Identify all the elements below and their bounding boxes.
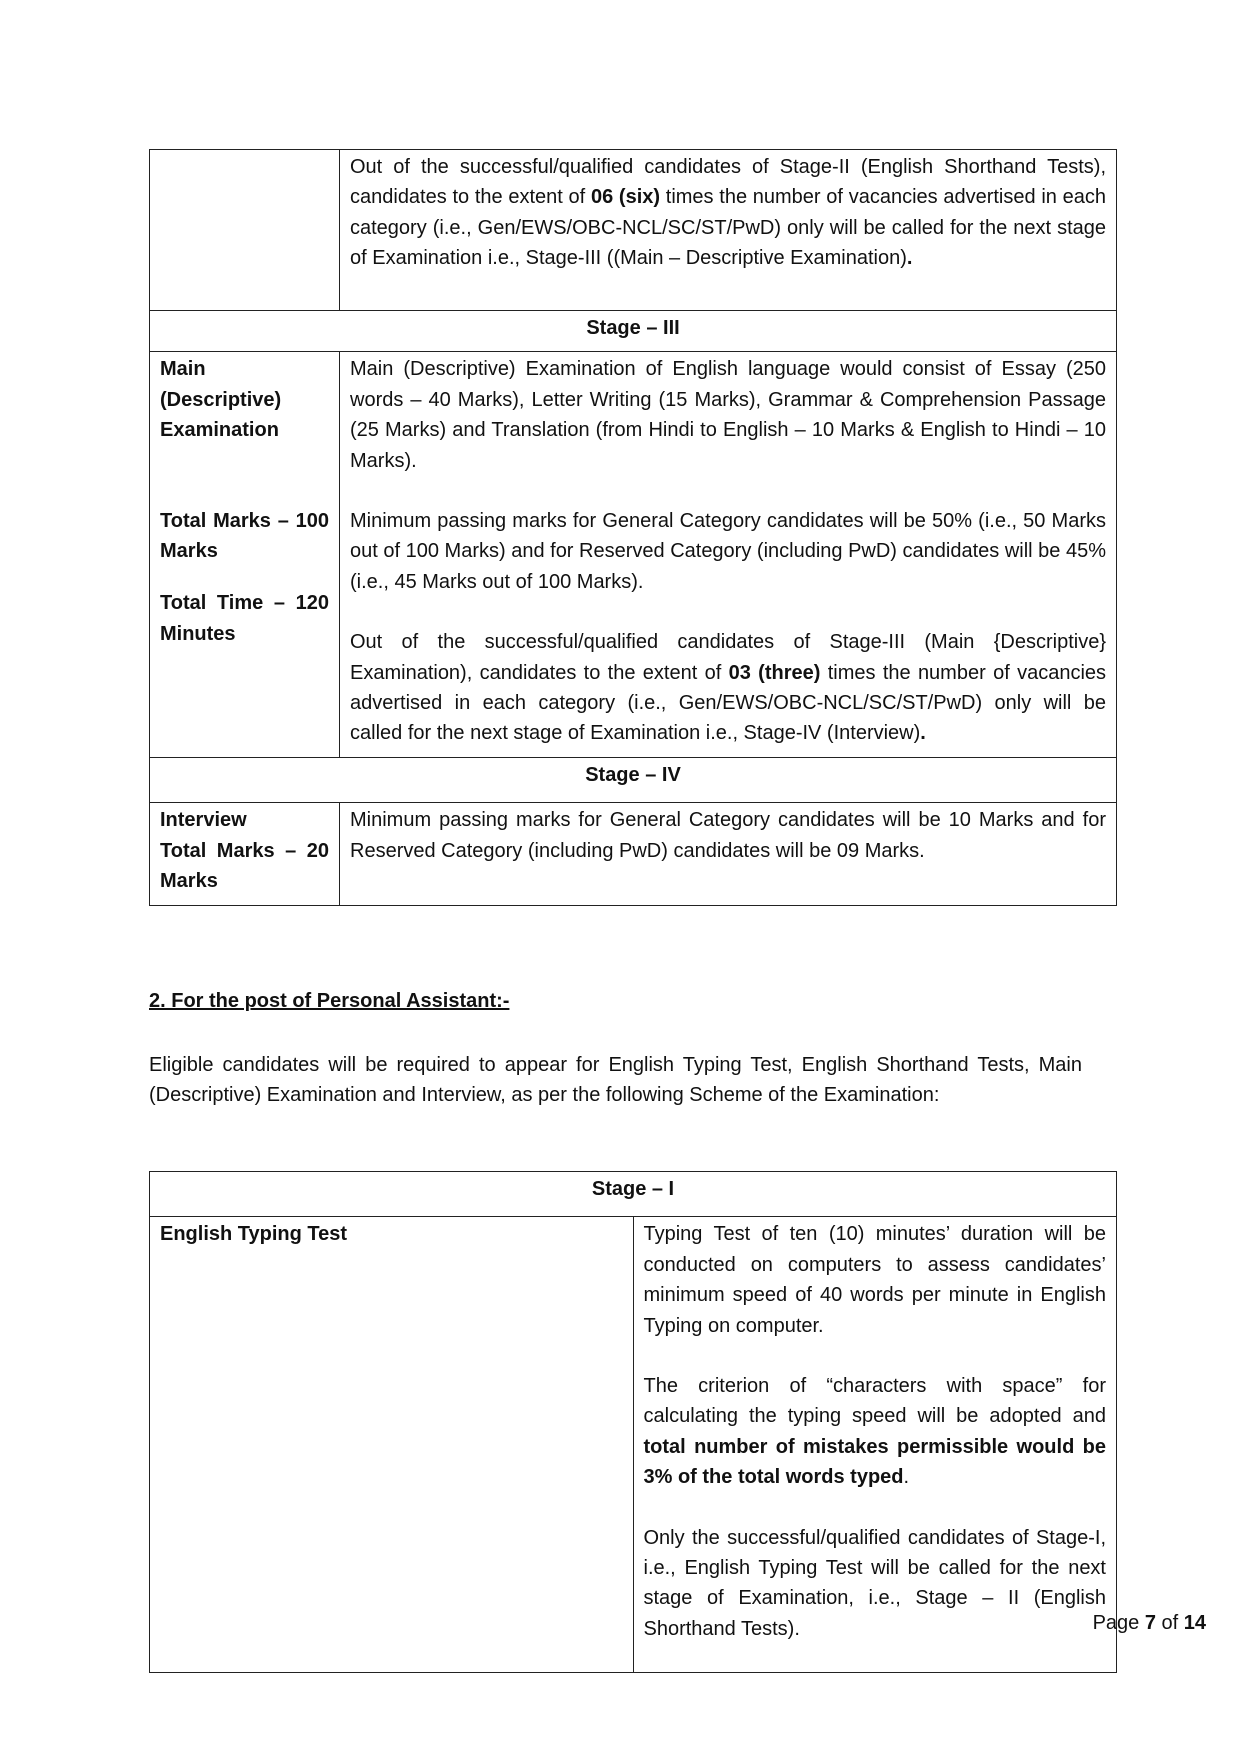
page-prefix: Page: [1092, 1612, 1145, 1634]
total-pages: 14: [1183, 1612, 1206, 1634]
typing-criterion-text: [644, 1371, 1107, 1493]
exam-composition-text: Main (Descriptive) Examination of English language would consist of Essay (250 words – 40 Marks), Letter Writing (15 Marks), Grammar & Comprehension Passage (25 Marks) and Translation (from Hindi to English – 10 Marks & English to Hindi – 10 Marks).: [350, 358, 1106, 472]
bold-multiplier: 03 (three): [728, 661, 821, 684]
row-label-empty: [150, 150, 340, 311]
text-segment: .: [920, 722, 926, 745]
exam-scheme-table-personal-assistant: [149, 1171, 1117, 1673]
passing-marks-text: Minimum passing marks for General Category candidates will be 50% (i.e., 50 Marks out of 100 Marks) and for Reserved Category (including PwD) candidates will be 45% (i.e., 45 Marks out of 100 Marks).: [350, 510, 1106, 593]
bold-multiplier: 06 (six): [590, 186, 661, 209]
page-number: [1093, 1612, 1206, 1635]
total-marks: Total Marks – 100 Marks: [160, 509, 329, 563]
stage-header-row: [150, 757, 1117, 802]
exam-title: Main (Descriptive) Examination: [160, 358, 282, 442]
text-segment: times the number of vacancies advertised in each category (i.e., Gen/EWS/OBC-NCL/SC/ST/PwD) only will be called for the next stage of Examination i.e., Stage-III ((Main – Descriptive Examination): [350, 186, 1106, 270]
stage-1-qualifier-text: Only the successful/qualified candidates of Stage-I, i.e., English Typing Test will be called for the next stage of Examination, i.e., Stage – II (English Shorthand Tests).: [643, 1526, 1106, 1640]
current-page: 7: [1144, 1612, 1156, 1634]
stage-3-qualifier-text: [350, 627, 1106, 749]
interview-title: Interview: [160, 809, 247, 832]
table-row: [150, 803, 1117, 905]
total-time: Total Time – 120 Minutes: [160, 592, 329, 645]
stage-1-label: English Typing Test: [150, 1217, 634, 1673]
stage2-qualifier-text: [340, 150, 1117, 311]
stage-3-label: [150, 352, 340, 757]
stage-4-label: [150, 803, 340, 905]
section-heading-personal-assistant: 2. For the post of Personal Assistant:-: [149, 990, 510, 1012]
section-intro-text: Eligible candidates will be required to appear for English Typing Test, English Shorthand Tests, Main (Descriptive) Examination and Interview, as per the following Scheme of the Examination:: [149, 1054, 1082, 1107]
stage-3-header: Stage – III: [150, 311, 1117, 352]
table-row: [150, 352, 1117, 757]
stage-header-row: [150, 1172, 1117, 1217]
page-of: of: [1155, 1612, 1184, 1634]
bold-mistakes-rule: total number of mistakes permissible would be 3% of the total words typed: [643, 1435, 1106, 1489]
exam-scheme-table-stenographer: [149, 149, 1117, 906]
stage-header-row: [150, 311, 1117, 352]
stage-4-header: Stage – IV: [150, 757, 1117, 802]
table-row: [150, 1217, 1117, 1673]
text-segment: Out of the successful/qualified candidates of Stage-II (English Shorthand Tests), candidates to the extent of: [350, 156, 1106, 209]
stage-1-description: [633, 1217, 1117, 1673]
text-segment: Out of the successful/qualified candidates of Stage-III (Main {Descriptive} Examination), candidates to the extent of: [350, 631, 1106, 684]
stage-3-description: [340, 352, 1117, 757]
text-segment: The criterion of “characters with space” for calculating the typing speed will be adopted and: [643, 1375, 1106, 1428]
table-row: [150, 150, 1117, 311]
interview-total-marks: Total Marks – 20 Marks: [160, 839, 329, 893]
text-segment: times the number of vacancies advertised in each category (i.e., Gen/EWS/OBC-NCL/SC/ST/PwD) only will be called for the next stage of Examination i.e., Stage-IV (Interview): [350, 661, 1107, 745]
interview-passing-marks-text: Minimum passing marks for General Category candidates will be 10 Marks and for Reserved Category (including PwD) candidates will be 09 Marks.: [340, 803, 1117, 905]
typing-test-text: Typing Test of ten (10) minutes’ duration will be conducted on computers to assess candidates’ minimum speed of 40 words per minute in English Typing on computer.: [643, 1223, 1106, 1337]
text-segment: .: [906, 247, 913, 270]
stage-1-header: Stage – I: [150, 1172, 1117, 1217]
text-segment: .: [903, 1466, 910, 1489]
